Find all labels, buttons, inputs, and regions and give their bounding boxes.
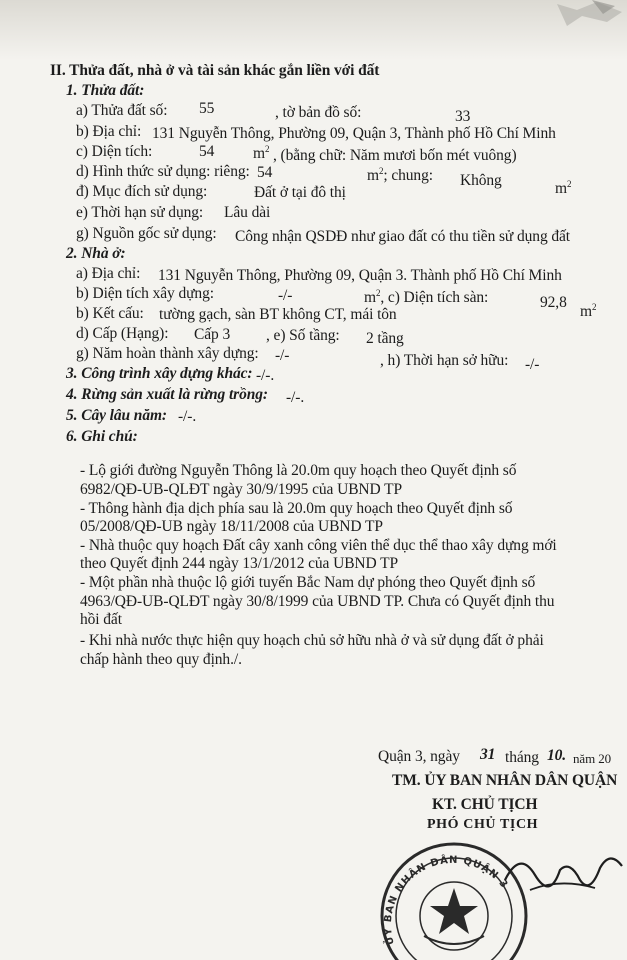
plot-number: 55 xyxy=(199,100,215,117)
usage-shared-value: Không xyxy=(460,172,502,189)
house-heading: 2. Nhà ở: xyxy=(66,245,126,262)
note-line: hồi đất xyxy=(80,611,122,628)
floors-value: 2 tầng xyxy=(366,330,404,347)
date-month: 10. xyxy=(547,747,567,764)
note-line: - Một phần nhà thuộc lộ giới tuyến Bắc Nam dự phóng theo Quyết định số xyxy=(80,574,536,591)
house-address-value: 131 Nguyễn Thông, Phường 09, Quận 3. Thành phố Hồ Chí Minh xyxy=(158,267,562,284)
other-works-label: 3. Công trình xây dựng khác: xyxy=(66,365,253,382)
scan-shadow xyxy=(0,0,627,60)
note-line: chấp hành theo quy định./. xyxy=(80,651,242,668)
scan-smudge xyxy=(537,0,627,34)
note-line: - Thông hành địa dịch phía sau là 20.0m quy hoạch theo Quyết định số xyxy=(80,500,513,517)
other-works-value: -/-. xyxy=(256,367,275,384)
map-label: , tờ bản đồ số: xyxy=(275,104,362,121)
term-value: Lâu dài xyxy=(224,204,271,221)
address-value: 131 Nguyễn Thông, Phường 09, Quận 3, Thành phố Hồ Chí Minh xyxy=(152,125,556,142)
floor-area-unit: $m^2$ xyxy=(580,301,597,320)
floor-area-value: 92,8 xyxy=(540,294,567,311)
land-heading: 1. Thửa đất: xyxy=(66,82,145,99)
completion-label: g) Năm hoàn thành xây dựng: xyxy=(76,345,259,362)
completion-value: -/- xyxy=(275,347,290,364)
note-line: 4963/QĐ-UB-QLĐT ngày 30/8/1999 của UBND TP. Chưa có Quyết định thu xyxy=(80,593,555,610)
ownership-term-value: -/- xyxy=(525,356,540,373)
build-area-value: -/- xyxy=(278,287,293,304)
notes-heading: 6. Ghi chú: xyxy=(66,428,138,445)
date-year: năm 20 xyxy=(573,751,612,766)
floor-area-label: $m^2$, c) Diện tích sàn: xyxy=(364,287,489,306)
ownership-term-label: , h) Thời hạn sở hữu: xyxy=(380,352,509,369)
structure-label: b) Kết cấu: xyxy=(76,305,144,322)
authority-line: TM. ỦY BAN NHÂN DÂN QUẬN xyxy=(392,772,618,789)
role-line: KT. CHỦ TỊCH xyxy=(432,796,538,813)
build-area-label: b) Diện tích xây dựng: xyxy=(76,285,214,302)
area-unit: $m^2$ xyxy=(253,143,270,162)
area-words: , (bằng chữ: Năm mươi bốn mét vuông) xyxy=(273,147,517,164)
purpose-label: đ) Mục đích sử dụng: xyxy=(76,183,208,200)
handwritten-signature xyxy=(500,840,627,910)
note-line: 6982/QĐ-UB-QLĐT ngày 30/9/1995 của UBND TP xyxy=(80,481,402,498)
date-place: Quận 3, ngày xyxy=(378,748,460,765)
trees-label: 5. Cây lâu năm: xyxy=(66,407,167,424)
note-line: - Nhà thuộc quy hoạch Đất cây xanh công viên thể dục thể thao xây dựng mới xyxy=(80,537,557,554)
structure-value: tường gạch, sàn BT không CT, mái tôn xyxy=(159,306,397,323)
map-number: 33 xyxy=(455,108,471,125)
usage-shared-unit: $m^2$ xyxy=(555,178,572,197)
grade-value: Cấp 3 xyxy=(194,326,231,343)
house-address-label: a) Địa chỉ: xyxy=(76,265,141,282)
svg-text:ỦY BAN NHÂN DÂN QUẬN 3: ỦY BAN NHÂN DÂN QUẬN 3 xyxy=(382,854,510,947)
note-line: - Lộ giới đường Nguyễn Thông là 20.0m quy hoạch theo Quyết định số xyxy=(80,462,517,479)
usage-form-label: d) Hình thức sử dụng: riêng: xyxy=(76,163,250,180)
date-month-label: tháng xyxy=(505,749,539,766)
section-title: II. Thửa đất, nhà ở và tài sản khác gắn liền với đất xyxy=(50,62,380,79)
note-line: theo Quyết định 244 ngày 13/1/2012 của UBND TP xyxy=(80,555,399,572)
note-line: 05/2008/QĐ-UB ngày 18/11/2008 của UBND TP xyxy=(80,518,383,535)
area-label: c) Diện tích: xyxy=(76,143,153,160)
origin-value: Công nhận QSDĐ như giao đất có thu tiền sử dụng đất xyxy=(235,228,571,245)
origin-label: g) Nguồn gốc sử dụng: xyxy=(76,225,217,242)
trees-value: -/-. xyxy=(178,408,197,425)
note-line: - Khi nhà nước thực hiện quy hoạch chủ sở hữu nhà ở và sử dụng đất ở phải xyxy=(80,632,544,649)
grade-label: d) Cấp (Hạng): xyxy=(76,325,169,342)
plot-label: a) Thửa đất số: xyxy=(76,102,168,119)
forest-value: -/-. xyxy=(286,389,305,406)
title-line: PHÓ CHỦ TỊCH xyxy=(427,817,539,832)
date-day: 31 xyxy=(480,746,496,763)
usage-shared-label: $m^2$; chung: xyxy=(367,165,433,184)
address-label: b) Địa chỉ: xyxy=(76,123,142,140)
usage-private-value: 54 xyxy=(257,164,273,181)
purpose-value: Đất ở tại đô thị xyxy=(254,184,346,201)
area-value: 54 xyxy=(199,143,215,160)
floors-label: , e) Số tầng: xyxy=(266,327,340,344)
term-label: e) Thời hạn sử dụng: xyxy=(76,204,204,221)
forest-label: 4. Rừng sản xuất là rừng trồng: xyxy=(66,386,268,403)
